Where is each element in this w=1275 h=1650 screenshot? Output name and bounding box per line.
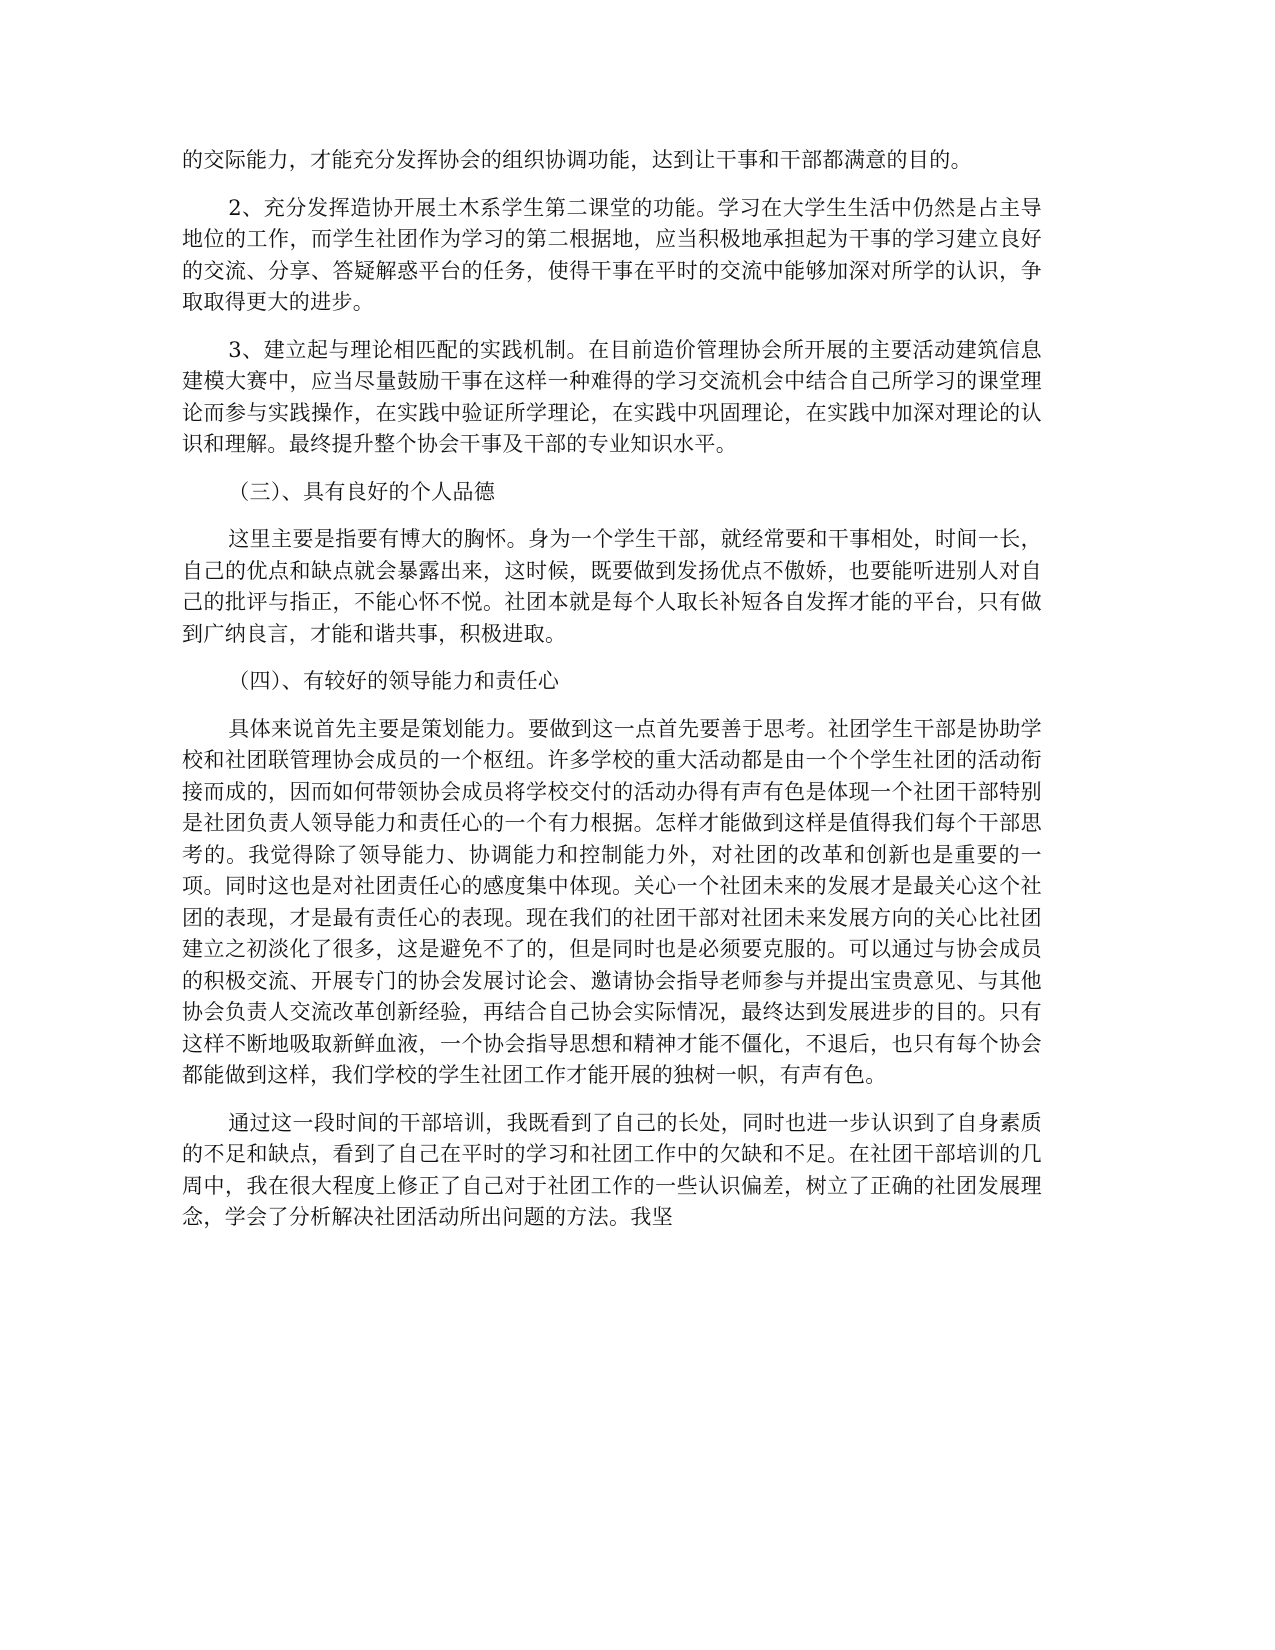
paragraph-second-classroom: 2、充分发挥造协开展土木系学生第二课堂的功能。学习在大学生生活中仍然是占主导地位的工作，而学生社团作为学习的第二根据地，应当积极地承担起为干事的学习建立良好的交流、分享、答疑解惑平台的任务，使得干事在平时的交流中能够加深对所学的认识，争取取得更大的进步。 [182, 195, 1042, 314]
paragraph-training-summary: 通过这一段时间的干部培训，我既看到了自己的长处，同时也进一步认识到了自身素质的不足和缺点，看到了自己在平时的学习和社团工作中的欠缺和不足。在社团干部培训的几周中，我在很大程度上修正了自己对于社团工作的一些认识偏差，树立了正确的社团发展理念，学会了分析解决社团活动所出问题的方法。我坚 [182, 1110, 1042, 1229]
document-page [182, 145, 1042, 1234]
paragraph-broad-mind: 这里主要是指要有博大的胸怀。身为一个学生干部，就经常要和干事相处，时间一长，自己的优点和缺点就会暴露出来，这时候，既要做到发扬优点不傲娇，也要能听进别人对自己的批评与指正，不能心怀不悦。社团本就是每个人取长补短各自发挥才能的平台，只有做到广纳良言，才能和谐共事，积极进取。 [182, 527, 1042, 646]
section-heading-personal-morality: （三）、具有良好的个人品德 [228, 479, 496, 504]
section-heading-leadership: （四）、有较好的领导能力和责任心 [228, 669, 560, 693]
paragraph-continuation: 的交际能力，才能充分发挥协会的组织协调功能，达到让干事和干部都满意的目的。 [182, 148, 972, 172]
paragraph-planning-ability: 具体来说首先主要是策划能力。要做到这一点首先要善于思考。社团学生干部是协助学校和社团联管理协会成员的一个枢纽。许多学校的重大活动都是由一个个学生社团的活动衔接而成的，因而如何带领协会成员将学校交付的活动办得有声有色是体现一个社团干部特别是社团负责人领导能力和责任心的一个有力根据。怎样才能做到这样是值得我们每个干部思考的。我觉得除了领导能力、协调能力和控制能力外，对社团的改革和创新也是重要的一项。同时这也是对社团责任心的感度集中体现。关心一个社团未来的发展才是最关心这个社团的表现，才是最有责任心的表现。现在我们的社团干部对社团未来发展方向的关心比社团建立之初淡化了很多，这是避免不了的，但是同时也是必须要克服的。可以通过与协会成员的积极交流、开展专门的协会发展讨论会、邀请协会指导老师参与并提出宝贵意见、与其他协会负责人交流改革创新经验，再结合自己协会实际情况，最终达到发展进步的目的。只有这样不断地吸取新鲜血液，一个协会指导思想和精神才能不僵化，不退后，也只有每个协会都能做到这样，我们学校的学生社团工作才能开展的独树一帜，有声有色。 [182, 716, 1042, 1087]
paragraph-practice-mechanism: 3、建立起与理论相匹配的实践机制。在目前造价管理协会所开展的主要活动建筑信息建模大赛中，应当尽量鼓励干事在这样一种难得的学习交流机会中结合自己所学习的课堂理论而参与实践操作，在实践中验证所学理论，在实践中巩固理论，在实践中加深对理论的认识和理解。最终提升整个协会干事及干部的专业知识水平。 [182, 337, 1042, 456]
